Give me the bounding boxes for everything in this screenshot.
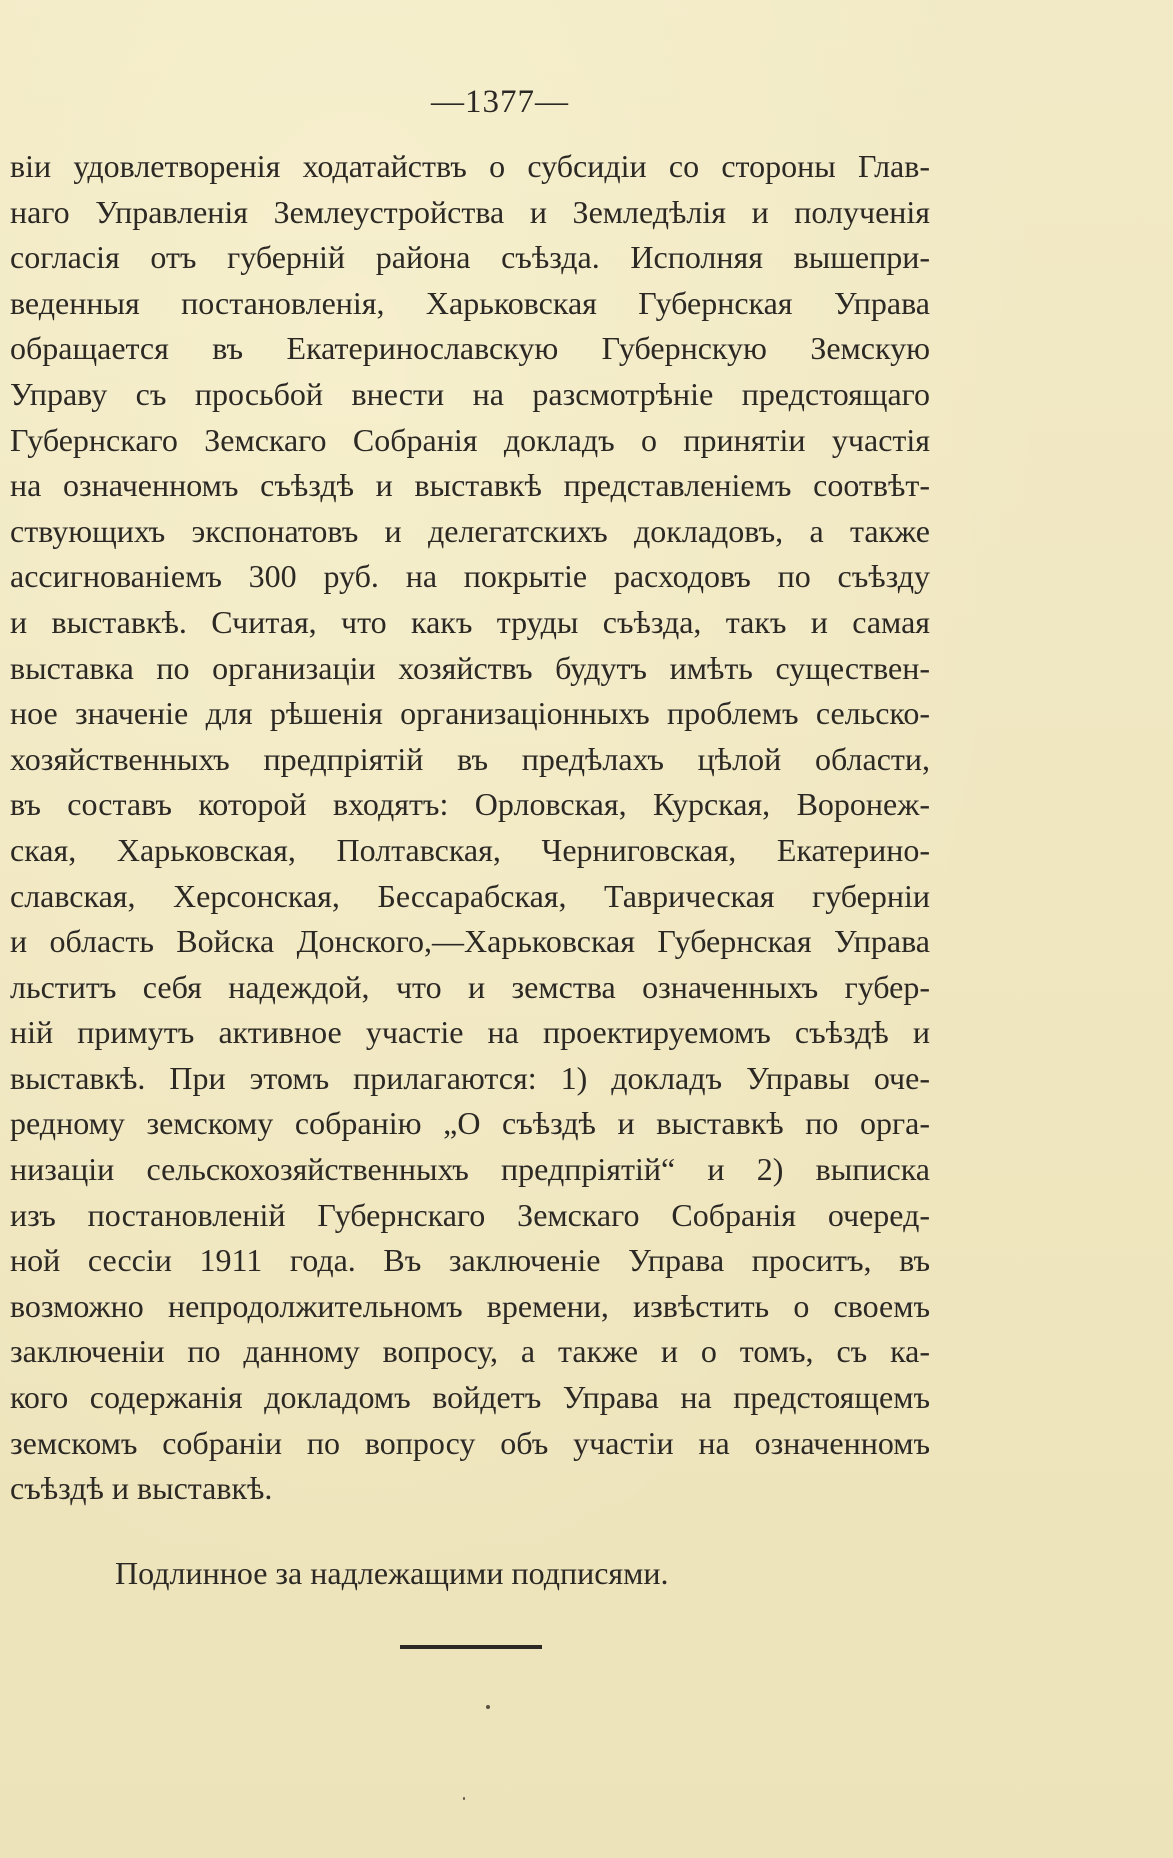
text-line: ное значеніе для рѣшенія организаціонныхъ проблемъ сельско-: [10, 695, 930, 732]
end-rule: [400, 1645, 542, 1649]
text-line: земскомъ собраніи по вопросу объ участіи на означенномъ: [10, 1424, 930, 1461]
text-line: на означенномъ съѣздѣ и выставкѣ представленіемъ соотвѣт-: [10, 467, 930, 504]
text-line: изъ постановленій Губернскаго Земскаго Собранія очеред-: [10, 1196, 930, 1233]
text-line: выставка по организаціи хозяйствъ будутъ имѣть существен-: [10, 649, 930, 686]
text-line: ская, Харьковская, Полтавская, Черниговская, Екатерино-: [10, 831, 930, 868]
closing-note: Подлинное за надлежащими подписями.: [115, 1555, 669, 1591]
paper-speck: [486, 1705, 490, 1709]
text-line: въ составъ которой входятъ: Орловская, Курская, Воронеж-: [10, 786, 930, 823]
body-text: [10, 144, 930, 1512]
text-line: и выставкѣ. Считая, что какъ труды съѣзда, такъ и самая: [10, 603, 930, 640]
text-line: Губернскаго Земскаго Собранія докладъ о принятіи участія: [10, 421, 930, 458]
text-line: ной сессіи 1911 года. Въ заключеніе Управа проситъ, въ: [10, 1242, 930, 1279]
text-line: славская, Херсонская, Бессарабская, Таврическая губерніи: [10, 877, 930, 914]
paper-speck: [463, 1797, 465, 1800]
text-line: віи удовлетворенія ходатайствъ о субсидіи со стороны Глав-: [10, 148, 930, 184]
text-line: выставкѣ. При этомъ прилагаются: 1) докладъ Управы оче-: [10, 1059, 930, 1096]
text-line: наго Управленія Землеустройства и Земледѣлія и полученія: [10, 193, 930, 230]
text-line: веденныя постановленія, Харьковская Губернская Управа: [10, 284, 930, 321]
text-line: возможно непродолжительномъ времени, извѣстить о своемъ: [10, 1287, 930, 1324]
text-line: кого содержанія докладомъ войдетъ Управа на предстоящемъ: [10, 1379, 930, 1416]
text-line: редному земскому собранію „О съѣздѣ и выставкѣ по орга-: [10, 1105, 930, 1142]
text-line: согласія отъ губерній района съѣзда. Исполняя вышепри-: [10, 239, 930, 276]
text-line: льститъ себя надеждой, что и земства означенныхъ губер-: [10, 968, 930, 1005]
text-line: заключеніи по данному вопросу, а также и о томъ, съ ка-: [10, 1333, 930, 1370]
page-number: —1377—: [431, 84, 569, 120]
text-line: съѣздѣ и выставкѣ.: [10, 1470, 273, 1507]
text-line: хозяйственныхъ предпріятій въ предѣлахъ цѣлой области,: [10, 740, 930, 777]
text-line: и область Войска Донского,—Харьковская Губернская Управа: [10, 923, 930, 960]
text-line: низаціи сельскохозяйственныхъ предпріятій“ и 2) выписка: [10, 1151, 930, 1188]
text-line: ній примутъ активное участіе на проектируемомъ съѣздѣ и: [10, 1014, 930, 1051]
text-line: Управу съ просьбой внести на разсмотрѣніе предстоящаго: [10, 375, 930, 412]
text-line: ассигнованіемъ 300 руб. на покрытіе расходовъ по съѣзду: [10, 558, 930, 595]
text-line: ствующихъ экспонатовъ и делегатскихъ докладовъ, а также: [10, 512, 930, 549]
text-line: обращается въ Екатеринославскую Губернскую Земскую: [10, 330, 930, 367]
